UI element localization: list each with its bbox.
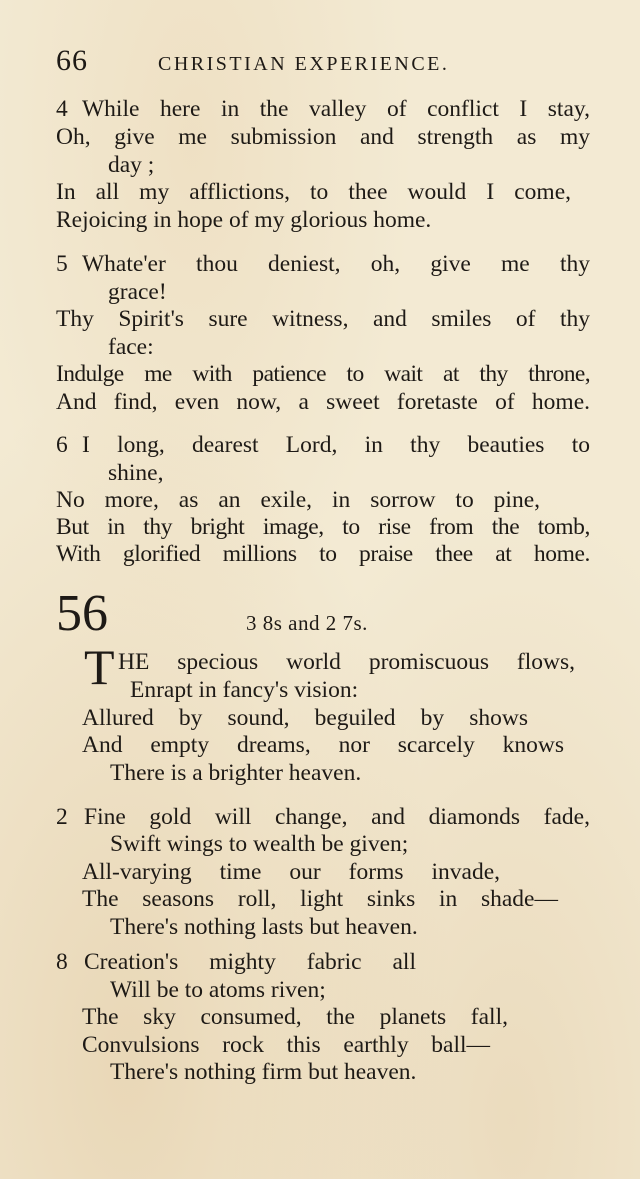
verse-line: And empty dreams, nor scarcely knows: [82, 732, 564, 758]
verse-line: I long, dearest Lord, in thy beauties to: [82, 432, 590, 458]
verse-line: Swift wings to wealth be given;: [110, 831, 409, 857]
verse-line: Will be to atoms riven;: [110, 977, 326, 1003]
verse-line: Thy Spirit's sure witness, and smiles of thy: [56, 306, 590, 332]
stanza-number: 6: [56, 432, 68, 458]
verse-line: While here in the valley of conflict I stay,: [82, 96, 590, 122]
stanza-number: 8: [56, 949, 68, 975]
verse-line: The seasons roll, light sinks in shade—: [82, 886, 558, 912]
verse-line: There's nothing firm but heaven.: [110, 1059, 417, 1085]
verse-line: In all my afflictions, to thee would I come,: [56, 179, 571, 205]
verse-line: HE specious world promiscuous flows,: [118, 649, 575, 675]
verse-line: shine,: [108, 460, 164, 486]
stanza-number: 5: [56, 251, 68, 277]
verse-line: Whate'er thou deniest, oh, give me thy: [82, 251, 590, 277]
verse-line: Indulge me with patience to wait at thy throne,: [56, 361, 590, 387]
verse-line: There is a brighter heaven.: [110, 760, 362, 786]
verse-line: Creation's mighty fabric all: [84, 949, 416, 975]
drop-cap: T: [84, 639, 115, 695]
verse-line: day ;: [108, 152, 155, 178]
verse-line: There's nothing lasts but heaven.: [110, 914, 418, 940]
verse-line: All-varying time our forms invade,: [82, 859, 500, 885]
verse-line: grace!: [108, 279, 167, 305]
page-header: [56, 44, 596, 84]
verse-line: The sky consumed, the planets fall,: [82, 1004, 508, 1030]
verse-line: Rejoicing in hope of my glorious home.: [56, 207, 432, 233]
stanza-number: 4: [56, 96, 68, 122]
hymn-number: 56: [56, 585, 108, 642]
verse-line: Oh, give me submission and strength as my: [56, 124, 590, 150]
verse-line: No more, as an exile, in sorrow to pine,: [56, 487, 540, 513]
hymn-meter: 3 8s and 2 7s.: [246, 611, 368, 635]
verse-line: Enrapt in fancy's vision:: [130, 677, 359, 703]
verse-line: Convulsions rock this earthly ball—: [82, 1032, 490, 1058]
page-number: 66: [56, 44, 88, 77]
stanza-number: 2: [56, 804, 68, 830]
verse-line: And find, even now, a sweet foretaste of home.: [56, 389, 590, 415]
verse-line: But in thy bright image, to rise from the tomb,: [56, 514, 590, 540]
running-title: CHRISTIAN EXPERIENCE.: [158, 53, 450, 75]
verse-line: With glorified millions to praise thee at home.: [56, 541, 590, 567]
verse-line: face:: [108, 334, 154, 360]
verse-line: Fine gold will change, and diamonds fade,: [84, 804, 590, 830]
verse-line: Allured by sound, beguiled by shows: [82, 705, 528, 731]
